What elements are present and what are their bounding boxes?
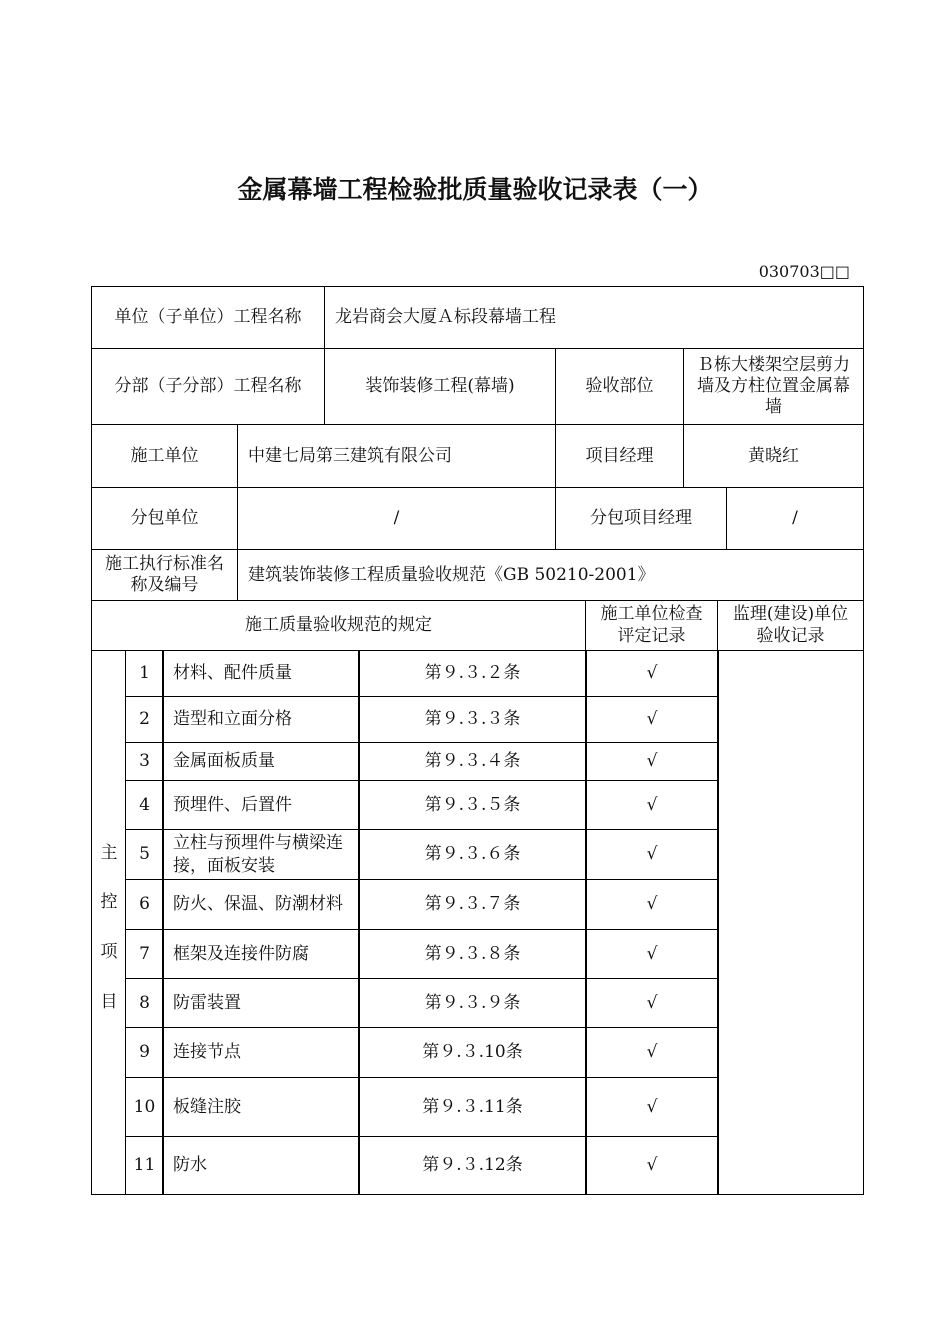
item-name: 造型和立面分格 — [162, 696, 360, 743]
item-result: √ — [585, 780, 719, 830]
item-name: 板缝注胶 — [162, 1077, 360, 1137]
col-check-header: 施工单位检查评定记录 — [585, 600, 718, 651]
accept-part-label: 验收部位 — [555, 348, 684, 425]
item-number: 8 — [125, 978, 164, 1028]
item-clause: 第９.３.11条 — [358, 1077, 587, 1137]
item-number: 11 — [125, 1136, 164, 1195]
item-clause: 第９.３.３条 — [358, 696, 587, 743]
item-result: √ — [585, 829, 719, 880]
subcontractor-label: 分包单位 — [91, 487, 238, 550]
section-char: 目 — [100, 992, 118, 1012]
item-clause: 第９.３.９条 — [358, 978, 587, 1028]
item-number: 9 — [125, 1027, 164, 1078]
item-number: 1 — [125, 650, 164, 697]
item-result: √ — [585, 696, 719, 743]
pm-label: 项目经理 — [555, 424, 684, 488]
item-clause: 第９.３.12条 — [358, 1136, 587, 1195]
item-name: 防火、保温、防潮材料 — [162, 879, 360, 930]
sub-pm-value: / — [726, 487, 864, 550]
item-clause: 第９.３.10条 — [358, 1027, 587, 1078]
sub-pm-label: 分包项目经理 — [555, 487, 727, 550]
item-name: 防水 — [162, 1136, 360, 1195]
item-name: 金属面板质量 — [162, 742, 360, 781]
item-result: √ — [585, 978, 719, 1028]
item-clause: 第９.３.６条 — [358, 829, 587, 880]
item-result: √ — [585, 879, 719, 930]
sub-label: 分部（子分部）工程名称 — [91, 348, 325, 425]
item-number: 5 — [125, 829, 164, 880]
standard-label: 施工执行标准名称及编号 — [91, 549, 238, 601]
item-clause: 第９.３.４条 — [358, 742, 587, 781]
item-number: 6 — [125, 879, 164, 930]
section-char: 控 — [100, 892, 118, 912]
item-result: √ — [585, 1136, 719, 1195]
item-clause: 第９.３.５条 — [358, 780, 587, 830]
item-number: 7 — [125, 929, 164, 979]
pm-value: 黄晓红 — [683, 424, 864, 488]
unit-value: 龙岩商会大厦Ａ标段幕墙工程 — [324, 286, 864, 349]
subcontractor-value: / — [237, 487, 556, 550]
item-name: 连接节点 — [162, 1027, 360, 1078]
item-result: √ — [585, 1027, 719, 1078]
form-code: 030703□□ — [758, 262, 850, 281]
unit-label: 单位（子单位）工程名称 — [91, 286, 325, 349]
section-char: 主 — [100, 843, 118, 863]
item-number: 10 — [125, 1077, 164, 1137]
col-spec-header: 施工质量验收规范的规定 — [91, 600, 586, 651]
col-supervision-header: 监理(建设)单位验收记录 — [717, 600, 864, 651]
item-result: √ — [585, 742, 719, 781]
item-number: 4 — [125, 780, 164, 830]
item-name: 材料、配件质量 — [162, 650, 360, 697]
contractor-value: 中建七局第三建筑有限公司 — [237, 424, 556, 488]
standard-value: 建筑装饰装修工程质量验收规范《GB 50210-2001》 — [237, 549, 864, 601]
accept-part-value: Ｂ栋大楼架空层剪力墙及方柱位置金属幕墙 — [683, 348, 864, 425]
item-clause: 第９.３.７条 — [358, 879, 587, 930]
item-name: 立柱与预埋件与横梁连接，面板安装 — [162, 829, 360, 880]
item-result: √ — [585, 650, 719, 697]
item-name: 防雷装置 — [162, 978, 360, 1028]
item-number: 2 — [125, 696, 164, 743]
page-title: 金属幕墙工程检验批质量验收记录表（一） — [237, 175, 713, 204]
section-main-control — [91, 650, 126, 1195]
supervision-record — [717, 650, 864, 1195]
section-char: 项 — [100, 942, 118, 962]
sub-value: 装饰装修工程(幕墙) — [324, 348, 556, 425]
item-name: 预埋件、后置件 — [162, 780, 360, 830]
item-clause: 第９.３.２条 — [358, 650, 587, 697]
item-name: 框架及连接件防腐 — [162, 929, 360, 979]
item-result: √ — [585, 1077, 719, 1137]
item-number: 3 — [125, 742, 164, 781]
item-clause: 第９.３.８条 — [358, 929, 587, 979]
contractor-label: 施工单位 — [91, 424, 238, 488]
item-result: √ — [585, 929, 719, 979]
